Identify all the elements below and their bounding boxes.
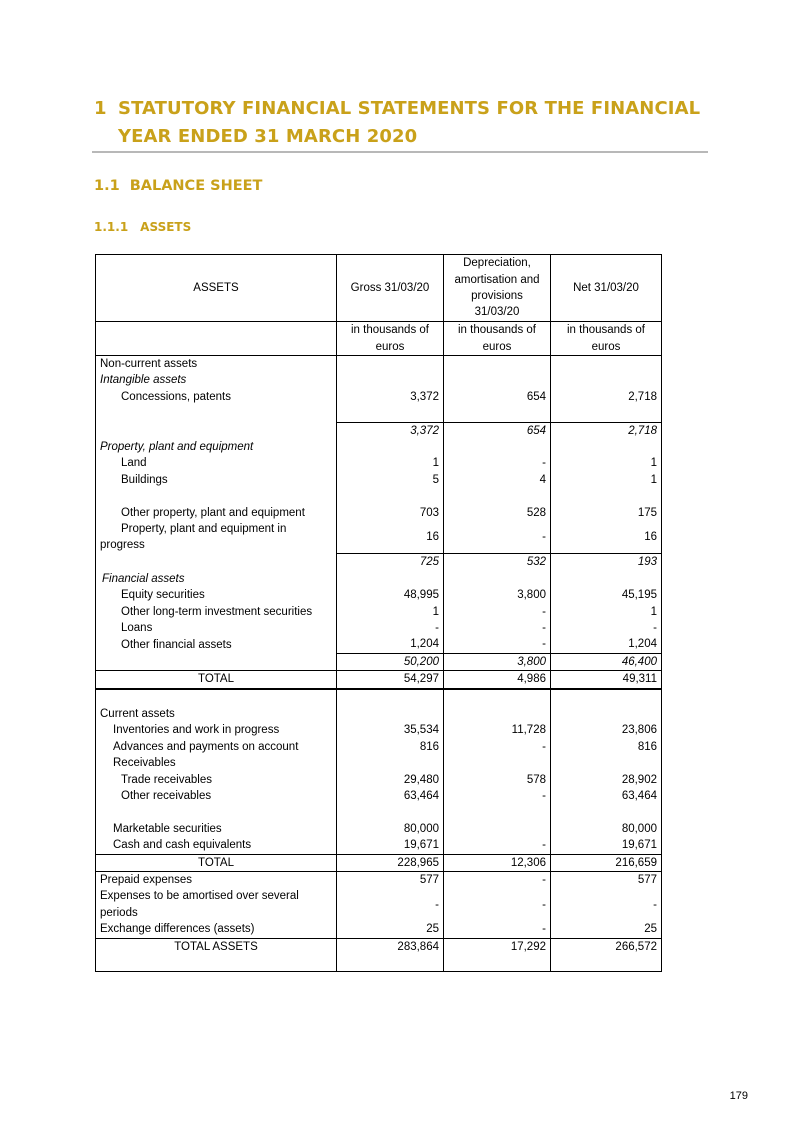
table-row <box>96 772 662 788</box>
table-row <box>96 439 662 455</box>
gross-value: 16 <box>337 521 444 554</box>
row-label: Inventories and work in progress <box>96 722 337 738</box>
depreciation-value: - <box>444 636 551 653</box>
depreciation-value: - <box>444 521 551 554</box>
row-label: Other property, plant and equipment <box>96 505 337 521</box>
net-value: 2,718 <box>551 389 662 405</box>
depreciation-value: 4 <box>444 472 551 488</box>
subtotal-depreciation: 3,800 <box>444 653 551 670</box>
units-row <box>96 322 662 356</box>
category-title: Financial assets <box>96 571 337 587</box>
row-label: Marketable securities <box>96 821 337 837</box>
spacer-row <box>96 804 662 820</box>
gross-value: - <box>337 888 444 921</box>
subtotal-row <box>96 422 662 439</box>
net-value: 1 <box>551 604 662 620</box>
table-row <box>96 837 662 854</box>
total-net: 49,311 <box>551 671 662 689</box>
gross-value: 5 <box>337 472 444 488</box>
table-row <box>96 620 662 636</box>
table-row <box>96 455 662 471</box>
total-assets-label: TOTAL ASSETS <box>96 938 337 955</box>
row-label: Other receivables <box>96 788 337 804</box>
table-row <box>96 389 662 405</box>
total-assets-row <box>96 938 662 955</box>
row-label: Equity securities <box>96 587 337 603</box>
depreciation-value: 3,800 <box>444 587 551 603</box>
subsubsection-number: 1.1.1 <box>94 220 129 234</box>
header-net: Net 31/03/20 <box>551 255 662 322</box>
depreciation-value: 528 <box>444 505 551 521</box>
gross-value: 80,000 <box>337 821 444 837</box>
row-label-multiline <box>96 521 337 554</box>
depreciation-value: - <box>444 739 551 755</box>
depreciation-value: - <box>444 788 551 804</box>
table-row <box>96 521 662 554</box>
header-gross: Gross 31/03/20 <box>337 255 444 322</box>
table-row <box>96 872 662 889</box>
header-depreciation: Depreciation, amortisation and provisions 31/03/20 <box>444 255 551 322</box>
table-row <box>96 356 662 373</box>
subtotal-row <box>96 554 662 571</box>
net-value: 45,195 <box>551 587 662 603</box>
total-label: TOTAL <box>96 854 337 871</box>
row-label-line-1: Property, plant and equipment in <box>121 523 287 536</box>
depreciation-value <box>444 821 551 837</box>
depreciation-value: - <box>444 921 551 938</box>
subtotal-gross: 50,200 <box>337 653 444 670</box>
subsection-heading <box>94 178 262 194</box>
total-assets-net: 266,572 <box>551 938 662 955</box>
total-assets-depreciation: 17,292 <box>444 938 551 955</box>
table-row <box>96 505 662 521</box>
spacer-row <box>96 488 662 504</box>
gross-value: 1,204 <box>337 636 444 653</box>
gross-value: 48,995 <box>337 587 444 603</box>
units-depreciation: in thousands of euros <box>444 322 551 356</box>
group-title: Non-current assets <box>96 356 337 373</box>
gross-value: 703 <box>337 505 444 521</box>
total-label: TOTAL <box>96 671 337 689</box>
depreciation-value: 654 <box>444 389 551 405</box>
row-label: Other long-term investment securities <box>96 604 337 620</box>
row-label-line-2: progress <box>100 539 145 552</box>
subsection-number: 1.1 <box>94 178 120 194</box>
net-value: 28,902 <box>551 772 662 788</box>
page-number: 179 <box>729 1090 748 1102</box>
row-label-line-2: periods <box>100 906 138 919</box>
depreciation-value: - <box>444 455 551 471</box>
net-value: 80,000 <box>551 821 662 837</box>
spacer-row <box>96 955 662 972</box>
subtotal-depreciation: 654 <box>444 422 551 439</box>
table-row <box>96 604 662 620</box>
table-header-row <box>96 255 662 322</box>
row-label: Trade receivables <box>96 772 337 788</box>
gross-value: 577 <box>337 872 444 889</box>
gross-value: 19,671 <box>337 837 444 854</box>
subtotal-net: 46,400 <box>551 653 662 670</box>
section-title-line-2: YEAR ENDED 31 MARCH 2020 <box>118 126 418 147</box>
depreciation-value: - <box>444 888 551 921</box>
net-value: 577 <box>551 872 662 889</box>
gross-value: 816 <box>337 739 444 755</box>
net-value: - <box>551 888 662 921</box>
gross-value: 63,464 <box>337 788 444 804</box>
gross-value: 35,534 <box>337 722 444 738</box>
net-value: 816 <box>551 739 662 755</box>
table-row <box>96 472 662 488</box>
table-row <box>96 788 662 804</box>
row-label: Cash and cash equivalents <box>96 837 337 854</box>
table-row <box>96 722 662 738</box>
subsubsection-title: ASSETS <box>140 220 192 234</box>
table-row <box>96 821 662 837</box>
subtotal-net: 193 <box>551 554 662 571</box>
table-row <box>96 921 662 938</box>
depreciation-value: - <box>444 837 551 854</box>
table-row <box>96 888 662 921</box>
net-value: 1 <box>551 455 662 471</box>
table-row <box>96 587 662 603</box>
units-net: in thousands of euros <box>551 322 662 356</box>
header-assets: ASSETS <box>96 255 337 322</box>
subtotal-depreciation: 532 <box>444 554 551 571</box>
net-value: 1,204 <box>551 636 662 653</box>
total-row <box>96 671 662 689</box>
table-row <box>96 706 662 722</box>
row-label: Prepaid expenses <box>96 872 337 889</box>
row-label-multiline <box>96 888 337 921</box>
table-row <box>96 372 662 388</box>
group-title: Current assets <box>96 706 337 722</box>
depreciation-value: - <box>444 872 551 889</box>
table-row <box>96 636 662 653</box>
total-assets-gross: 283,864 <box>337 938 444 955</box>
total-row <box>96 854 662 871</box>
category-title: Property, plant and equipment <box>96 439 337 455</box>
depreciation-value: - <box>444 604 551 620</box>
gross-value: 25 <box>337 921 444 938</box>
depreciation-value: - <box>444 620 551 636</box>
section-title-line-1: STATUTORY FINANCIAL STATEMENTS FOR THE FINANCIAL <box>118 98 701 119</box>
total-depreciation: 4,986 <box>444 671 551 689</box>
total-gross: 228,965 <box>337 854 444 871</box>
spacer-row <box>96 405 662 422</box>
row-label: Land <box>96 455 337 471</box>
net-value: 1 <box>551 472 662 488</box>
row-label: Loans <box>96 620 337 636</box>
subsubsection-heading <box>94 220 191 234</box>
total-depreciation: 12,306 <box>444 854 551 871</box>
subsection-title: BALANCE SHEET <box>129 178 263 194</box>
table-row <box>96 571 662 587</box>
net-value: - <box>551 620 662 636</box>
depreciation-value: 578 <box>444 772 551 788</box>
subtotal-net: 2,718 <box>551 422 662 439</box>
total-net: 216,659 <box>551 854 662 871</box>
gross-value: 1 <box>337 455 444 471</box>
table-row <box>96 739 662 755</box>
heading-divider <box>92 151 708 153</box>
net-value: 175 <box>551 505 662 521</box>
row-label: Advances and payments on account <box>96 739 337 755</box>
assets-table <box>95 254 662 972</box>
row-label: Buildings <box>96 472 337 488</box>
net-value: 16 <box>551 521 662 554</box>
depreciation-value: 11,728 <box>444 722 551 738</box>
subtotal-gross: 3,372 <box>337 422 444 439</box>
gross-value: 1 <box>337 604 444 620</box>
net-value: 63,464 <box>551 788 662 804</box>
gross-value: - <box>337 620 444 636</box>
row-label: Receivables <box>96 755 337 771</box>
gross-value: 29,480 <box>337 772 444 788</box>
net-value: 25 <box>551 921 662 938</box>
table-row <box>96 755 662 771</box>
category-title: Intangible assets <box>96 372 337 388</box>
subtotal-gross: 725 <box>337 554 444 571</box>
row-label: Other financial assets <box>96 636 337 653</box>
row-label: Concessions, patents <box>96 389 337 405</box>
row-label-line-1: Expenses to be amortised over several <box>100 890 299 903</box>
subtotal-row <box>96 653 662 670</box>
section-number: 1 <box>94 98 107 119</box>
row-label: Exchange differences (assets) <box>96 921 337 938</box>
gross-value: 3,372 <box>337 389 444 405</box>
net-value: 23,806 <box>551 722 662 738</box>
section-heading <box>94 95 706 151</box>
spacer-row <box>96 689 662 706</box>
total-gross: 54,297 <box>337 671 444 689</box>
units-gross: in thousands of euros <box>337 322 444 356</box>
net-value: 19,671 <box>551 837 662 854</box>
